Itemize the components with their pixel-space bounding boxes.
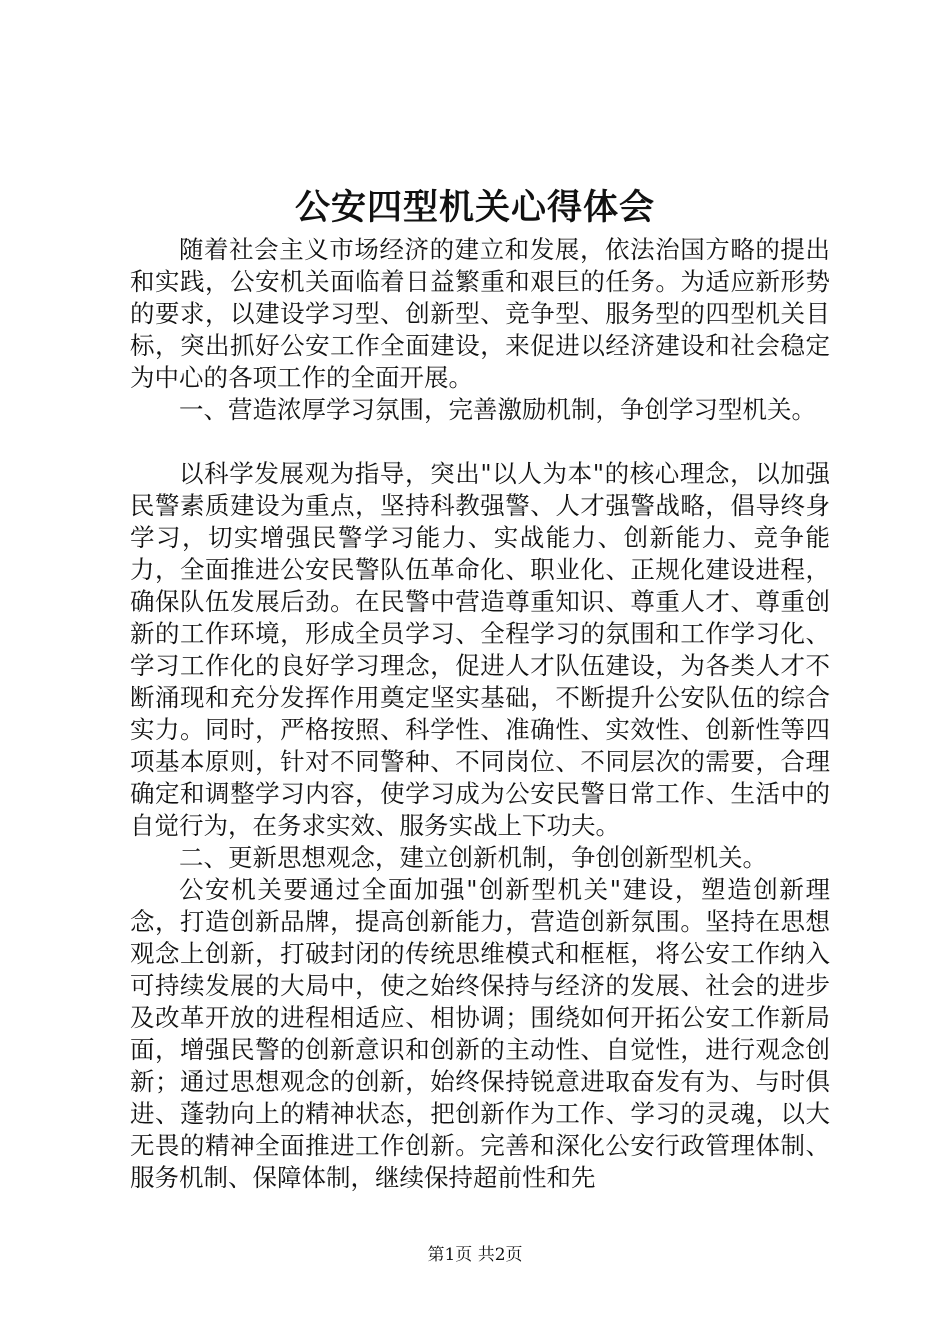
section-1-paragraph: 以科学发展观为指导，突出"以人为本"的核心理念，以加强民警素质建设为重点，坚持科教强警、人才强警战略，倡导终身学习，切实增强民警学习能力、实战能力、创新能力、竞争能力，全面推进公安民警队伍革命化、职业化、正规化建设进程，确保队伍发展后劲。在民警中营造尊重知识、尊重人才、尊重创新的工作环境，形成全员学习、全程学习的氛围和工作学习化、学习工作化的良好学习理念，促进人才队伍建设，为各类人才不断涌现和充分发挥作用奠定坚实基础，不断提升公安队伍的综合实力。同时，严格按照、科学性、准确性、实效性、创新性等四项基本原则，针对不同警种、不同岗位、不同层次的需要，合理确定和调整学习内容，使学习成为公安民警日常工作、生活中的自觉行为，在务求实效、服务实战上下功夫。 bbox=[130, 459, 830, 840]
page-title: 公安四型机关心得体会 bbox=[294, 187, 655, 228]
section-heading-2: 二、更新思想观念，建立创新机制，争创创新型机关。 bbox=[179, 843, 767, 872]
section-2-paragraph: 公安机关要通过全面加强"创新型机关"建设，塑造创新理念，打造创新品牌，提高创新能力，营造创新氛围。坚持在思想观念上创新，打破封闭的传统思维模式和框框，将公安工作纳入可持续发展的大局中，使之始终保持与经济的发展、社会的进步及改革开放的进程相适应、相协调；围绕如何开拓公安工作新局面，增强民警的创新意识和创新的主动性、自觉性，进行观念创新；通过思想观念的创新，始终保持锐意进取奋发有为、与时俱进、蓬勃向上的精神状态，把创新作为工作、学习的灵魂，以大无畏的精神全面推进工作创新。完善和深化公安行政管理体制、服务机制、保障体制，继续保持超前性和先 bbox=[130, 875, 830, 1192]
page-footer: 第1页 共2页 bbox=[427, 1245, 523, 1265]
blank-line bbox=[130, 426, 830, 458]
section-heading-1: 一、营造浓厚学习氛围，完善激励机制，争创学习型机关。 bbox=[179, 395, 816, 424]
document-body bbox=[130, 234, 830, 1194]
intro-paragraph: 随着社会主义市场经济的建立和发展，依法治国方略的提出和实践，公安机关面临着日益繁重和艰巨的任务。为适应新形势的要求，以建设学习型、创新型、竞争型、服务型的四型机关目标，突出抓好公安工作全面建设，来促进以经济建设和社会稳定为中心的各项工作的全面开展。 bbox=[130, 235, 830, 392]
